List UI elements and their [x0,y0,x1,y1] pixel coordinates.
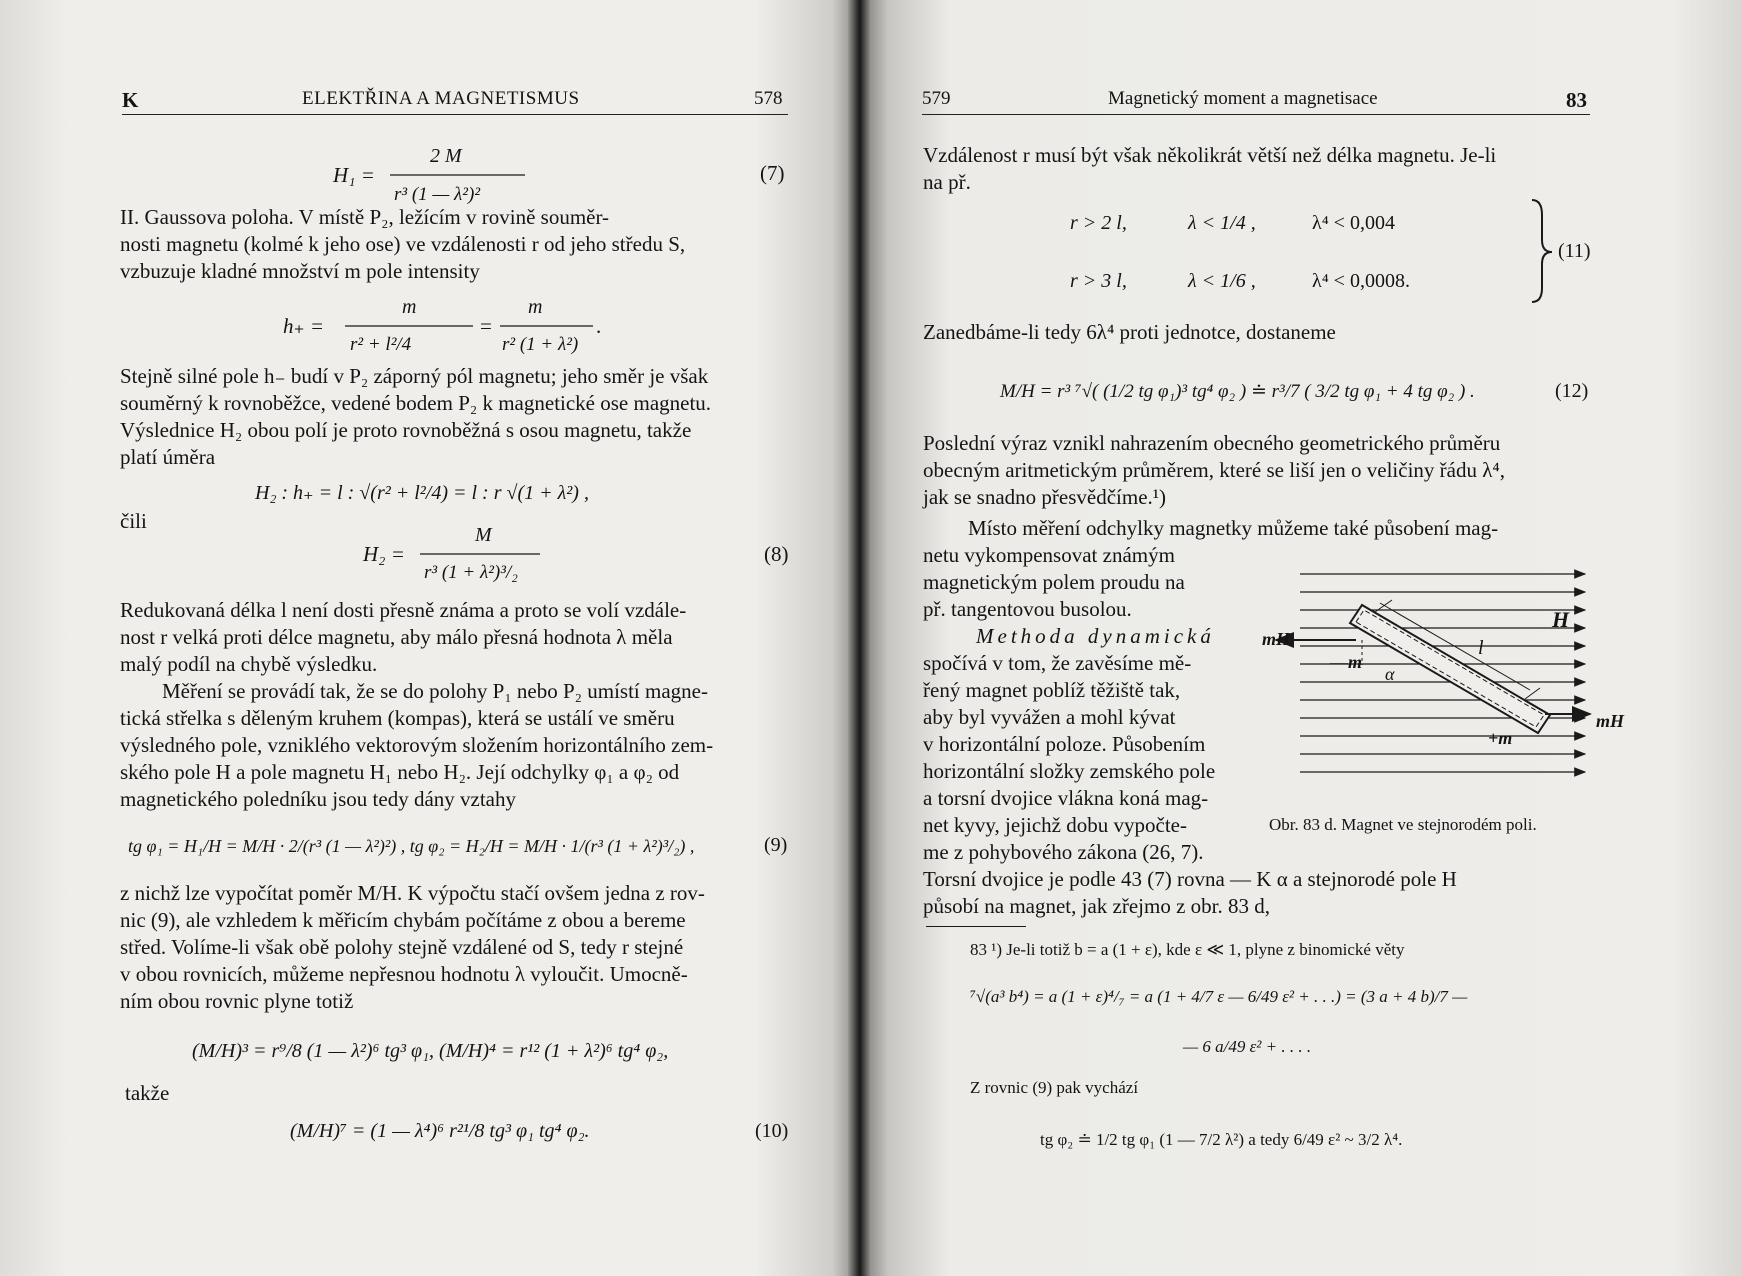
r-para5-n4: aby byl vyvážen a mohl kývat [923,705,1176,729]
para4-line1: Měření se provádí tak, že se do polohy P₁ nebo P₂ umístí magne- [162,679,708,703]
r-para5-n5: v horizontální poloze. Působením [923,732,1206,756]
eq-power: (M/H)³ = r⁹/8 (1 — λ²)⁶ tg³ φ₁, (M/H)⁴ = r¹² (1 + λ²)⁶ tg⁴ φ₂, [192,1040,669,1062]
eq11-row1-a: r > 2 l, [1070,212,1127,234]
page-number: 578 [754,88,783,109]
r-para6-line2: působí na magnet, jak zřejmo z obr. 83 d, [923,894,1271,918]
eq9: tg φ₁ = H₁/H = M/H · 2/(r³ (1 — λ²)²) , tg φ₂ = H₂/H = M/H · 1/(r³ (1 + λ²)³/₂) , [128,836,695,856]
eq11-row1-c: λ⁴ < 0,004 [1312,212,1395,234]
label-mH-right: mH [1596,711,1625,731]
eqh-den1: r² + l²/4 [350,334,412,355]
eq7-num: 2 M [430,145,462,167]
eq11-row2-a: r > 3 l, [1070,270,1127,292]
eqh-num1: m [402,296,417,318]
eqh-num2: m [528,296,543,318]
eq10: (M/H)⁷ = (1 — λ⁴)⁶ r²¹/8 tg³ φ₁ tg⁴ φ₂. [290,1120,590,1142]
word-cili: čili [120,509,147,533]
eq12: M/H = r³ ⁷√( (1/2 tg φ₁)³ tg⁴ φ₂ ) ≐ r³/7 ( 3/2 tg φ₁ + 4 tg φ₂ ) . [1000,381,1475,402]
para4-line2: tická střelka s děleným kruhem (kompas), která se ustálí ve směru [120,706,675,730]
r-para4-n3: př. tangentovou busolou. [923,597,1132,621]
para2-line4: platí úměra [120,445,216,469]
r-para5-n3: řený magnet poblíž těžiště tak, [923,678,1181,702]
r-para5-n9: me z pohybového zákona (26, 7). [923,840,1204,864]
para5-line5: ním obou rovnic plyne totiž [120,989,354,1013]
page-number-right: 579 [922,88,951,109]
eq8-num: M [475,524,492,546]
eq11-row1-b: λ < 1/4 , [1188,212,1256,234]
section-letter: K [122,88,139,112]
header-title-right: Magnetický moment a magnetisace [1108,88,1378,109]
eq11-row2-c: λ⁴ < 0,0008. [1312,270,1410,292]
r-para3-line2: obecným aritmetickým průměrem, které se liší jen o veličiny řádu λ⁴, [923,458,1505,482]
header-title: ELEKTŘINA A MAGNETISMUS [302,88,580,109]
r-para2: Zanedbáme-li tedy 6λ⁴ proti jednotce, dostaneme [923,320,1336,344]
r-para6-line1: Torsní dvojice je podle 43 (7) rovna — K α a stejnorodé pole H [923,867,1457,891]
para5-line3: střed. Volíme-li však obě polohy stejně vzdálené od S, tedy r stejné [120,935,684,959]
label-alpha: α [1385,664,1395,684]
eq11-row2-b: λ < 1/6 , [1188,270,1256,292]
fn-line3: — 6 a/49 ε² + . . . . [1183,1037,1312,1056]
fn-line5: tg φ₂ ≐ 1/2 tg φ₁ (1 — 7/2 λ²) a tedy 6/49 ε² ~ 3/2 λ⁴. [1040,1130,1403,1149]
r-para5-n6: horizontální složky zemského pole [923,759,1216,783]
eq8-den: r³ (1 + λ²)³/₂ [424,562,518,583]
eq10-number: (10) [755,1120,789,1142]
eq11-number: (11) [1558,240,1591,262]
para3-line3: malý podíl na chybě výsledku. [120,652,378,676]
eqh-lhs: h₊ = [283,314,325,338]
eqh-den2: r² (1 + λ²) [502,334,579,355]
label-mH-left: mH [1262,629,1291,649]
word-takze: takže [125,1081,170,1105]
para2-line2: souměrný k rovnoběžce, vedené bodem P₂ k magnetické ose magnetu. [120,391,712,415]
eq7-lhs: H₁ = [333,163,375,187]
eq7-number: (7) [760,161,785,185]
label-minus-m: —m [1330,652,1363,672]
r-para3-line1: Poslední výraz vznikl nahrazením obecného geometrického průměru [923,431,1501,455]
footnote-rule [926,926,1026,927]
svg-text:.: . [596,314,602,338]
fn-line2: ⁷√(a³ b⁴) = a (1 + ε)⁴/₇ = a (1 + 4/7 ε — 6/49 ε² + . . .) = (3 a + 4 b)/7 — [970,987,1468,1006]
r-para4-full: Místo měření odchylky magnetky můžeme také působení mag- [968,516,1499,540]
eq-ratio: H₂ : h₊ = l : √(r² + l²/4) = l : r √(1 + λ²) , [255,482,589,504]
eq7-den: r³ (1 — λ²)² [394,184,481,205]
label-plus-m: +m [1488,728,1513,748]
eq8-lhs: H₂ = [363,542,405,566]
para1-line2: nosti magnetu (kolmé k jeho ose) ve vzdálenosti r od jeho středu S, [120,232,686,256]
para4-line5: magnetického poledníku jsou tedy dány vztahy [120,787,516,811]
para5-line1: z nichž lze vypočítat poměr M/H. K výpočtu stačí ovšem jedna z rov- [120,881,705,905]
svg-text:=: = [480,314,492,338]
para1-line3: vzbuzuje kladné množství m pole intensity [120,259,480,283]
para1-line1: II. Gaussova poloha. V místě P₂, ležícím v rovině souměr- [120,205,610,229]
r-para4-n1: netu vykompensovat známým [923,543,1175,567]
para5-line4: v obou rovnicích, můžeme nepřesnou hodnotu λ vyloučit. Umocně- [120,962,688,986]
para4-line3: výsledného pole, vzniklého vektorovým složením horizontálního zem- [120,733,714,757]
magnet-bar [1350,605,1550,733]
label-H: H [1552,607,1570,632]
r-para5-n2: spočívá v tom, že zavěsíme mě- [923,651,1192,675]
para4-line4: ského pole H a pole magnetu H₁ nebo H₂. Její odchylky φ₁ a φ₂ od [120,760,680,784]
eq12-number: (12) [1555,380,1589,402]
fn-line4: Z rovnic (9) pak vychází [970,1078,1139,1097]
para3-line1: Redukovaná délka l není dosti přesně známa a proto se volí vzdále- [120,598,687,622]
para2-line1: Stejně silné pole h₋ budí v P₂ záporný pól magnetu; jeho směr je však [120,364,709,388]
label-l: l [1478,637,1484,659]
fn-line1: 83 ¹) Je-li totiž b = a (1 + ε), kde ε ≪ 1, plyne z binomické věty [970,940,1405,959]
r-para1-line2: na př. [923,170,971,194]
r-para5-n8: net kyvy, jejichž dobu vypočte- [923,813,1187,837]
para2-line3: Výslednice H₂ obou polí je proto rovnoběžná s osou magnetu, takže [120,418,692,442]
para3-line2: nost r velká proti délce magnetu, aby málo přesná hodnota λ měla [120,625,673,649]
r-para1-line1: Vzdálenost r musí být však několikrát větší než délka magnetu. Je-li [923,143,1497,167]
eq8-number: (8) [764,542,789,566]
r-para5-n1: Methoda dynamická [976,624,1215,648]
para5-line2: nic (9), ale vzhledem k měřicím chybám počítáme z obou a bereme [120,908,686,932]
r-para3-line3: jak se snadno přesvědčíme.¹) [923,485,1167,509]
r-para4-n2: magnetickým polem proudu na [923,570,1185,594]
section-number: 83 [1566,88,1587,112]
figure-caption: Obr. 83 d. Magnet ve stejnorodém poli. [1269,815,1537,834]
r-para5-n7: a torsní dvojice vlákna koná mag- [923,786,1209,810]
eq9-number: (9) [764,834,788,856]
